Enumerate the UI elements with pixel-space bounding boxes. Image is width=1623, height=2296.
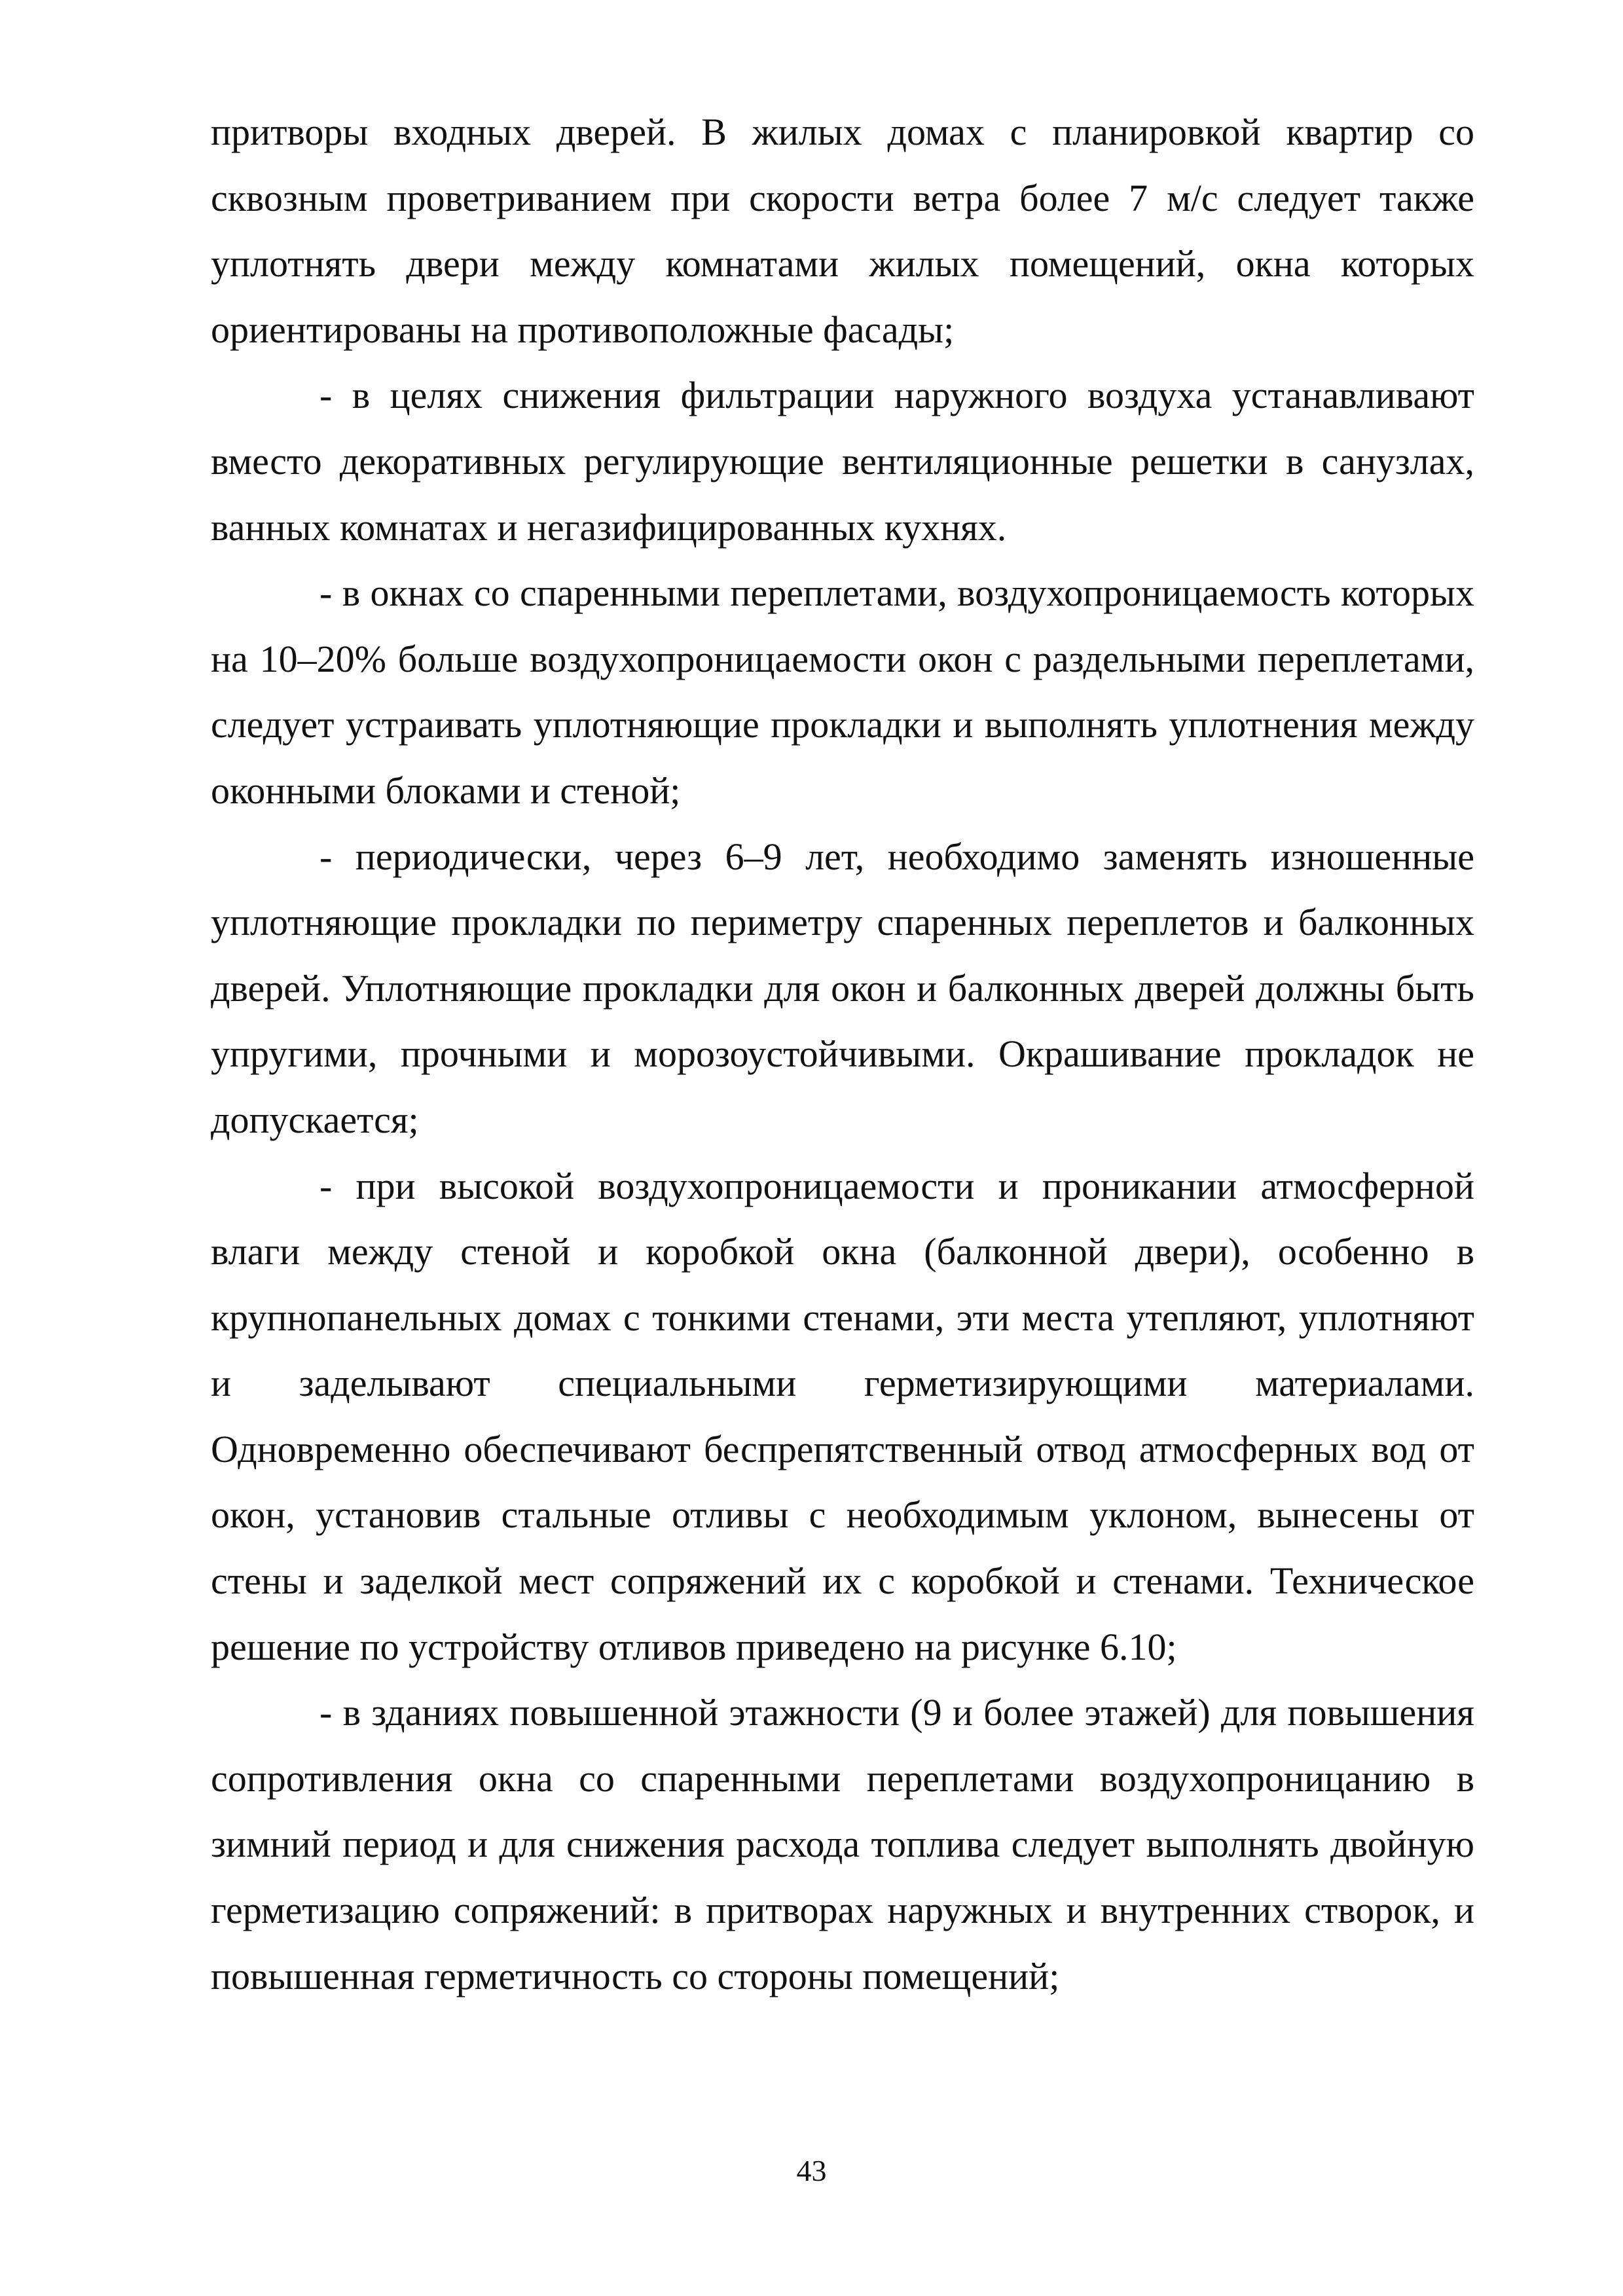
list-item-wall-frame-sealing: - при высокой воздухопроницаемости и проникании атмосферной влаги между стеной и коробкой окна (балконной двери), особенно в крупнопанельных домах с тонкими стенами, эти места утепляют, уплотняют и заделывают специальными герметизирующими материалами. Одновременно обеспечивают беспрепятственный отвод атмосферных вод от окон, установив стальные отливы с необходимым уклоном, вынесены от стены и заделкой мест сопряжений их с коробкой и стенами. Техническое решение по устройству отливов приведено на рисунке 6.10;: [211, 1164, 1474, 1668]
list-item-ventilation-grilles: - в целях снижения фильтрации наружного воздуха устанавливают вместо декоративных регулирующие вентиляционные решетки в санузлах, ванных комнатах и негазифицированных кухнях.: [211, 374, 1474, 549]
list-item-paired-sashes: - в окнах со спаренными переплетами, воздухопроницаемость которых на 10–20% больше воздухопроницаемости окон с раздельными переплетами, следует устраивать уплотняющие прокладки и выполнять уплотнения между оконными блоками и стеной;: [211, 572, 1474, 812]
page-number: 43: [796, 2154, 827, 2187]
page-body: [211, 100, 1474, 2009]
list-item-gasket-replacement: - периодически, через 6–9 лет, необходимо заменять изношенные уплотняющие прокладки по периметру спаренных переплетов и балконных дверей. Уплотняющие прокладки для окон и балконных дверей должны быть упругими, прочными и морозоустойчивыми. Окрашивание прокладок не допускается;: [211, 835, 1474, 1141]
list-item-high-rise-sealing: - в зданиях повышенной этажности (9 и более этажей) для повышения сопротивления окна со спаренными переплетами воздухопроницанию в зимний период и для снижения расхода топлива следует выполнять двойную герметизацию сопряжений: в притворах наружных и внутренних створок, и повышенная герметичность со стороны помещений;: [211, 1691, 1474, 1997]
paragraph-continuation: притворы входных дверей. В жилых домах с планировкой квартир со сквозным проветриванием при скорости ветра более 7 м/с следует также уплотнять двери между комнатами жилых помещений, окна которых ориентированы на противоположные фасады;: [211, 111, 1474, 351]
